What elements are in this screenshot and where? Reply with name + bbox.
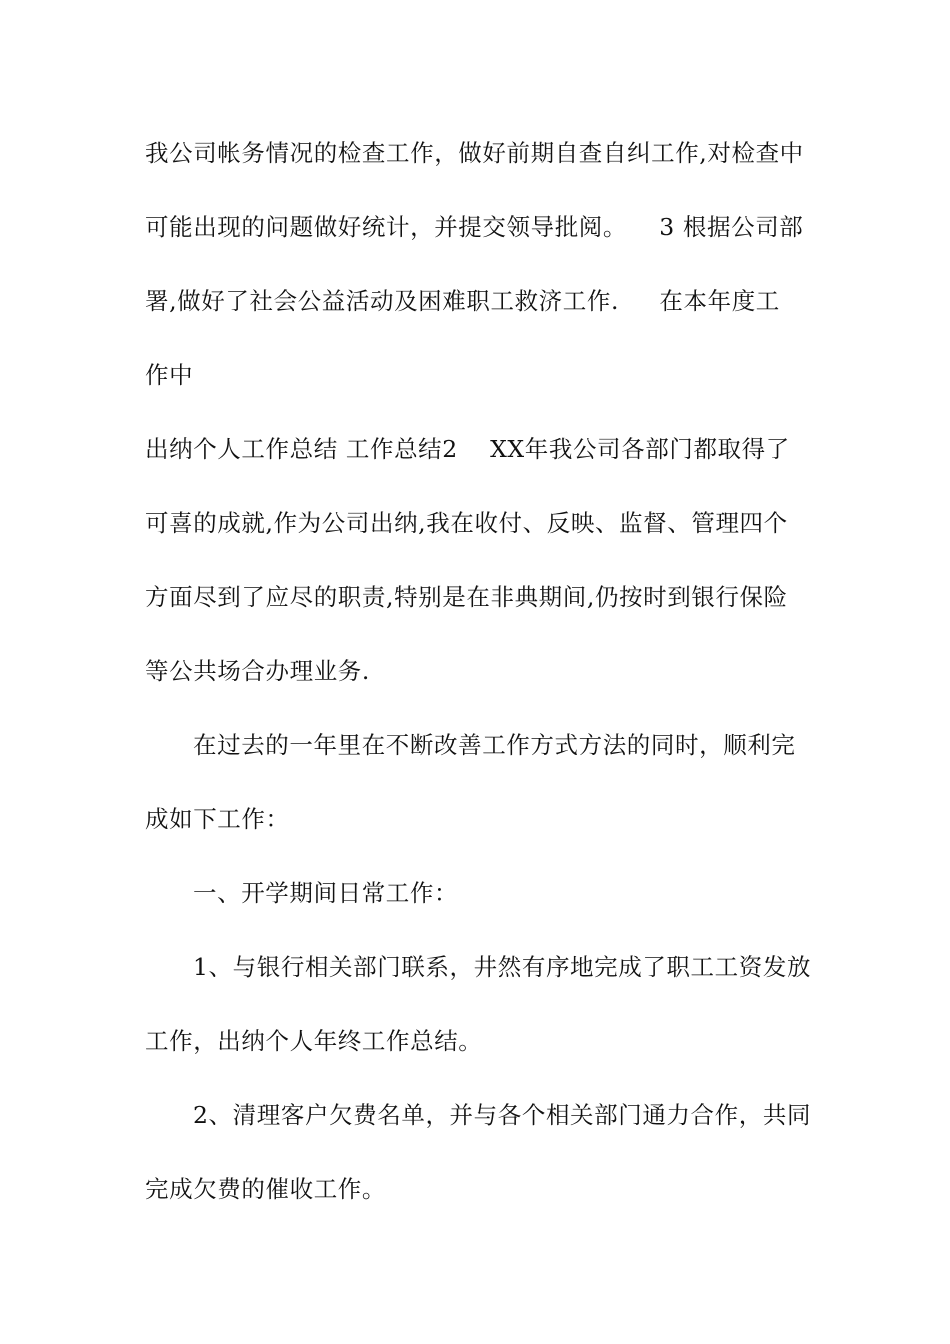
- list-item: 2、清理客户欠费名单，并与各个相关部门通力合作，共同: [193, 1101, 812, 1129]
- paragraph-line: 作中: [145, 361, 194, 389]
- paragraph-line: 成如下工作：: [145, 805, 290, 833]
- paragraph-line: 我公司帐务情况的检查工作，做好前期自查自纠工作,对检查中: [145, 139, 804, 167]
- paragraph-line: 在过去的一年里在不断改善工作方式方法的同时，顺利完: [193, 731, 796, 759]
- paragraph-line: 等公共场合办理业务.: [145, 657, 370, 685]
- paragraph-line: 可能出现的问题做好统计，并提交领导批阅。 3 根据公司部: [145, 213, 804, 241]
- paragraph-line: 可喜的成就,作为公司出纳,我在收付、反映、监督、管理四个: [145, 509, 788, 537]
- paragraph-line: 出纳个人工作总结 工作总结2 XX年我公司各部门都取得了: [145, 435, 790, 463]
- paragraph-line: 署,做好了社会公益活动及困难职工救济工作. 在本年度工: [145, 287, 780, 315]
- list-item: 1、与银行相关部门联系，井然有序地完成了职工工资发放: [193, 953, 812, 981]
- section-heading: 一、开学期间日常工作：: [193, 879, 459, 907]
- list-item-continuation: 完成欠费的催收工作。: [145, 1175, 386, 1203]
- list-item-continuation: 工作，出纳个人年终工作总结。: [145, 1027, 483, 1055]
- paragraph-line: 方面尽到了应尽的职责,特别是在非典期间,仍按时到银行保险: [145, 583, 788, 611]
